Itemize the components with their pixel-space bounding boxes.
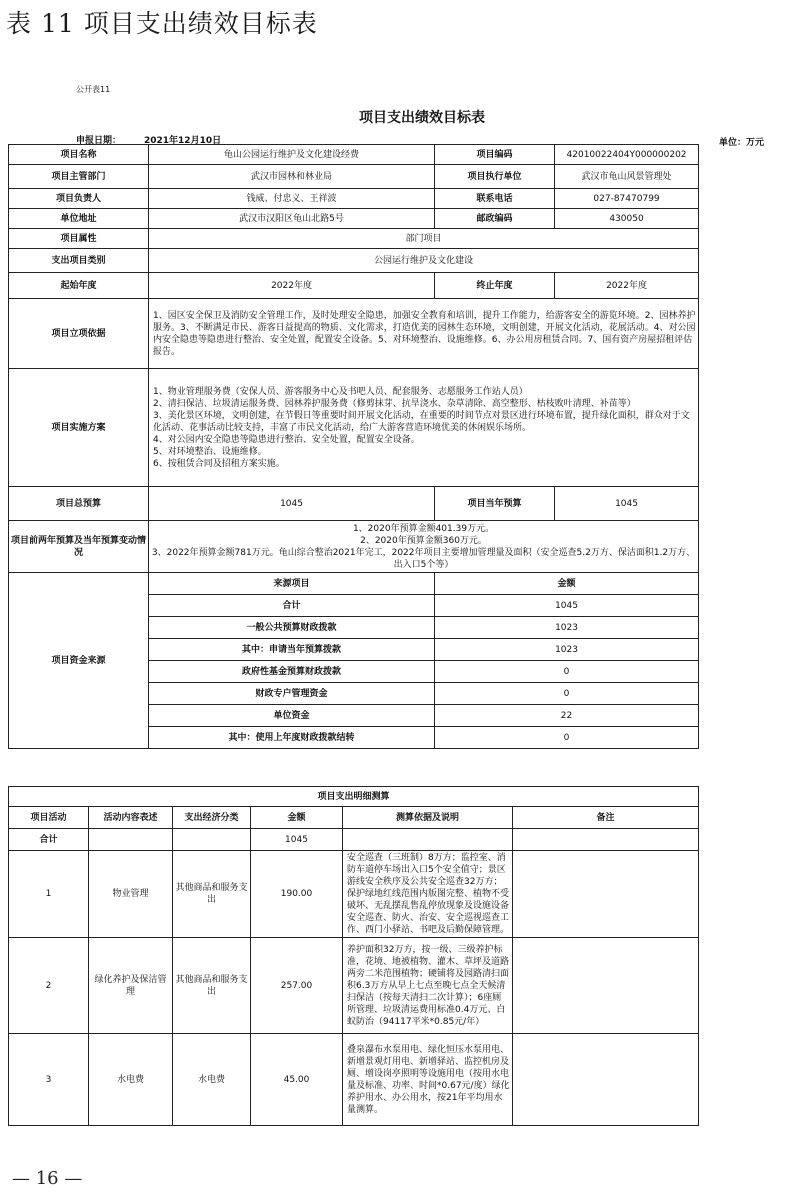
detail-total-note [513,829,699,851]
note-header: 备注 [513,807,699,829]
attribute-label: 项目属性 [9,229,149,249]
expenditure-detail-table [8,786,699,1126]
project-info-table [8,144,699,749]
project-code-label: 项目编码 [435,145,555,165]
start-year-value: 2022年度 [149,273,435,299]
funding-amount: 1023 [435,617,699,639]
page-number: — 16 — [12,1168,83,1189]
category-label: 支出项目类别 [9,249,149,273]
postcode-label: 邮政编码 [435,209,555,229]
econ-class-header: 支出经济分类 [173,807,251,829]
table-row [9,851,699,938]
table-row [9,369,699,487]
category-value: 公园运行维护及文化建设 [149,249,699,273]
table-row [9,938,699,1034]
budget-change-text [149,521,699,573]
activity-basis: 安全巡查（三班制）8万方；监控室、消防车道停车场出入口5个安全值守；景区游线安全秩序及公共安全巡查32万方；保护绿地红线范围内版图完整、植物不受破坏、无乱摆乱售乱停放现象及设施设备安全巡查、防火、治安、安全巡视巡查工作、西门小驿站、书吧及后勤保障管理。 [343,851,513,938]
plan-line: 6、按租赁合同及招租方案实施。 [153,458,285,469]
phone-value: 027-87470799 [555,189,699,209]
activity-note [513,938,699,1034]
activity-econ-class: 水电费 [173,1034,251,1126]
exec-unit-value: 武汉市龟山风景管理处 [555,165,699,189]
table-row [9,829,699,851]
table-row [9,1034,699,1126]
budget-change-label: 项目前两年预算及当年预算变动情况 [9,521,149,573]
activity-number: 1 [9,851,89,938]
funding-amount-header: 金额 [435,573,699,595]
plan-line: 4、对公园内安全隐患等隐患进行整治、安全处置，配置安全设备。 [153,434,420,445]
funding-amount: 0 [435,683,699,705]
table-row [9,209,699,229]
end-year-value: 2022年度 [555,273,699,299]
table-row [9,521,699,573]
funding-source: 一般公共预算财政拨款 [149,617,435,639]
table-row [9,807,699,829]
basis-label: 项目立项依据 [9,299,149,369]
postcode-value: 430050 [555,209,699,229]
activity-amount: 45.00 [251,1034,343,1126]
start-year-label: 起始年度 [9,273,149,299]
funding-source: 政府性基金预算财政拨款 [149,661,435,683]
plan-line: 3、美化景区环境，文明创建，在节假日等重要时间开展文化活动，在重要的时间节点对景区进行环境布置，提升绿化面积，群众对于文化活动、花事活动比较支持，丰富了市民文化活动，给广大游客营造环境优美的休闲娱乐场所。 [153,410,690,433]
unit-label: 单位：万元 [718,138,764,148]
amount-header: 金额 [251,807,343,829]
basis-header: 测算依据及说明 [343,807,513,829]
plan-line: 5、对环境整治、设施维修。 [153,446,267,457]
detail-section-title: 项目支出明细测算 [9,787,699,807]
address-label: 单位地址 [9,209,149,229]
table-row [9,299,699,369]
page-heading: 表 11 项目支出绩效目标表 [6,9,318,38]
activity-amount: 257.00 [251,938,343,1034]
activity-content: 绿化养护及保洁管理 [89,938,173,1034]
table-row [9,249,699,273]
project-code-value: 42010022404Y000000202 [555,145,699,165]
table-row [9,487,699,521]
activity-basis: 养护面积32万方，按一级、三级养护标准，花境、地被植物、灌木、草坪及道路两旁二米范围植物；硬铺将及园路清扫面积6.3万方从早上七点至晚七点全天候清扫保洁（按每天清扫二次计算）；6座厕所管理、垃圾清运费用标准0.4万元、白蚁防治（94117平米*0.85元/年） [343,938,513,1034]
address-value: 武汉市汉阳区龟山北路5号 [149,209,435,229]
detail-total-label: 合计 [9,829,89,851]
total-budget-label: 项目总预算 [9,487,149,521]
table-row [9,165,699,189]
form-number: 公开表11 [76,85,111,94]
detail-total-value: 1045 [251,829,343,851]
activity-number: 2 [9,938,89,1034]
detail-total-econ [173,829,251,851]
detail-total-basis [343,829,513,851]
funding-label: 项目资金来源 [9,573,149,749]
budget-change-line: 2、2020年预算金额360万元。 [360,535,487,546]
activity-content: 水电费 [89,1034,173,1126]
activity-content: 物业管理 [89,851,173,938]
activity-basis: 叠泉瀑布水泵用电、绿化恒压水泵用电、新增景观灯用电、新增驿站、监控机房及厕、增设岗亭照明等设施用电（按用水电量及标准、功率、时间*0.67元/度）绿化养护用水、办公用水，按21年平均用水量测算。 [343,1034,513,1126]
funding-amount: 1023 [435,639,699,661]
activity-number: 3 [9,1034,89,1126]
table-row [9,189,699,209]
plan-label: 项目实施方案 [9,369,149,487]
table-row [9,573,699,595]
funding-amount: 0 [435,661,699,683]
activity-note [513,1034,699,1126]
dept-label: 项目主管部门 [9,165,149,189]
table-row [9,273,699,299]
project-name-label: 项目名称 [9,145,149,165]
year-budget-value: 1045 [555,487,699,521]
plan-text [149,369,699,487]
table-row [9,145,699,165]
attribute-value: 部门项目 [149,229,699,249]
form-title: 项目支出绩效目标表 [359,110,485,126]
scanned-form [72,84,772,147]
funding-amount: 1045 [435,595,699,617]
funding-amount: 0 [435,727,699,749]
activity-amount: 190.00 [251,851,343,938]
plan-line: 2、清扫保洁、垃圾清运服务费、园林养护服务费（修剪抹芽、抗旱浇水、杂草清除、高空整形、枯枝败叶清理、补苗等） [153,398,636,409]
table-row [9,229,699,249]
phone-label: 联系电话 [435,189,555,209]
date-label: 申报日期： [76,136,122,146]
plan-line: 1、物业管理服务费（安保人员、游客服务中心及书吧人员、配套服务、志愿服务工作站人员） [153,386,528,397]
project-name-value: 龟山公园运行维护及文化建设经费 [149,145,435,165]
table-row [9,787,699,807]
year-budget-label: 项目当年预算 [435,487,555,521]
detail-total-content [89,829,173,851]
activity-econ-class: 其他商品和服务支出 [173,851,251,938]
activity-econ-class: 其他商品和服务支出 [173,938,251,1034]
budget-change-line: 3、2022年预算金额781万元。龟山综合整治2021年完工，2022年项目主要增加管理量及面积（安全巡查5.2万方、保洁面积1.2万方、出入口5个等） [151,547,696,570]
funding-source: 其中：使用上年度财政拨款结转 [149,727,435,749]
lead-label: 项目负责人 [9,189,149,209]
content-header: 活动内容表述 [89,807,173,829]
activity-header: 项目活动 [9,807,89,829]
funding-source: 其中：申请当年预算拨款 [149,639,435,661]
funding-source: 财政专户管理资金 [149,683,435,705]
funding-source: 单位资金 [149,705,435,727]
date-value: 2021年12月10日 [144,136,222,146]
exec-unit-label: 项目执行单位 [435,165,555,189]
funding-amount: 22 [435,705,699,727]
funding-source-header: 来源项目 [149,573,435,595]
lead-value: 钱威、付忠义、王祥波 [149,189,435,209]
total-budget-value: 1045 [149,487,435,521]
activity-note [513,851,699,938]
end-year-label: 终止年度 [435,273,555,299]
dept-value: 武汉市园林和林业局 [149,165,435,189]
funding-source: 合计 [149,595,435,617]
budget-change-line: 1、2020年预算金额401.39万元。 [352,523,495,534]
basis-text: 1、园区安全保卫及消防安全管理工作，及时处理安全隐患，加强安全教育和培训，提升工作能力，给游客安全的游览环境。2、园林养护服务。3、不断满足市民、游客日益提高的物质、文化需求，打造优美的园林生态环境，文明创建，开展文化活动，花展活动。4、对公园内安全隐患等隐患进行整治、安全处置，配置安全设备。5、对环境整治、设施维修。6、办公用房租赁合同。7、国有资产房屋招租评估报告。 [149,299,699,369]
